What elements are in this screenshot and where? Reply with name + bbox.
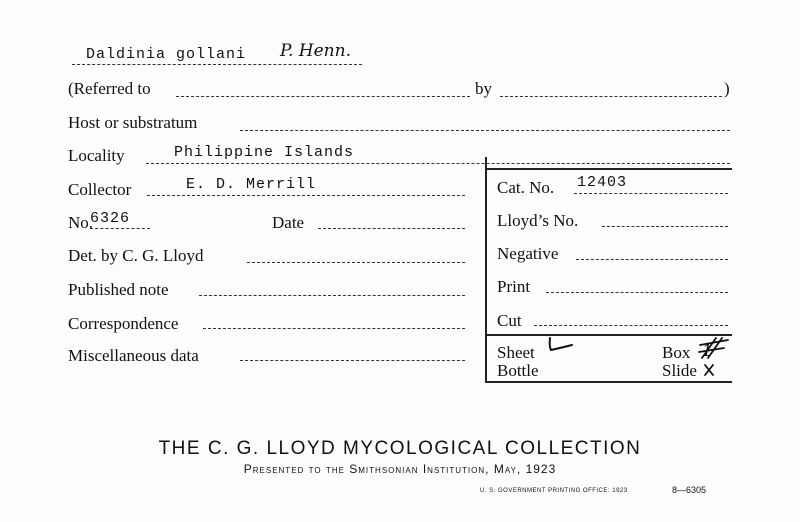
referred-to-line	[176, 96, 470, 97]
species-name-line	[72, 64, 362, 65]
bottle-label: Bottle	[497, 361, 539, 380]
print-label: Print	[497, 277, 531, 296]
right-box-bottom-border	[485, 381, 732, 383]
negative-line	[576, 259, 728, 260]
host-label: Host or substratum	[68, 113, 198, 132]
det-by-line	[247, 262, 465, 263]
number-value: 6326	[90, 210, 131, 227]
cat-no-label: Cat. No.	[497, 178, 555, 197]
lloyds-no-line	[602, 226, 728, 227]
collection-title: THE C. G. LLOYD MYCOLOGICAL COLLECTION	[158, 438, 642, 459]
lloyds-no-label: Lloyd’s No.	[497, 211, 579, 230]
by-label: by	[475, 79, 492, 98]
correspondence-label: Correspondence	[68, 314, 179, 333]
host-line	[240, 130, 730, 131]
misc-data-label: Miscellaneous data	[68, 346, 199, 365]
locality-label: Locality	[68, 146, 125, 165]
locality-line	[146, 163, 730, 164]
cat-no-value: 12403	[577, 174, 628, 191]
printing-office-note: U. S. GOVERNMENT PRINTING OFFICE: 1923	[480, 488, 628, 494]
det-by-label: Det. by C. G. Lloyd	[68, 246, 204, 265]
sheet-label: Sheet	[497, 343, 535, 362]
number-line	[90, 228, 150, 229]
negative-label: Negative	[497, 244, 559, 263]
cut-line	[534, 325, 728, 326]
box-value: 1	[702, 341, 713, 360]
collector-line	[147, 195, 465, 196]
correspondence-line	[203, 328, 465, 329]
right-box-left-border	[485, 157, 487, 381]
published-note-label: Published note	[68, 280, 169, 299]
locality-value: Philippine Islands	[174, 144, 355, 161]
slide-label: Slide	[662, 361, 697, 380]
collector-label: Collector	[68, 180, 132, 199]
box-hash-mark-icon	[694, 336, 734, 362]
collector-value: E. D. Merrill	[186, 176, 317, 193]
right-box-top-border	[485, 168, 732, 170]
misc-data-line	[240, 360, 465, 361]
form-code: 8—6305	[672, 485, 707, 495]
sheet-checkmark-icon	[546, 336, 576, 354]
collection-subtitle: Presented to the Smithsonian Institution, May, 1923	[243, 462, 557, 476]
species-author-handwritten: P. Henn.	[280, 41, 351, 61]
box-label: Box	[662, 343, 691, 362]
referred-to-label: (Referred to	[68, 79, 151, 98]
cut-label: Cut	[497, 311, 522, 330]
number-label: No.	[68, 213, 94, 232]
date-label: Date	[272, 213, 305, 232]
slide-x-mark-icon	[702, 362, 716, 378]
cat-no-line	[574, 193, 728, 194]
published-note-line	[199, 295, 465, 296]
by-line	[500, 96, 722, 97]
species-name: Daldinia gollani	[86, 46, 247, 63]
date-line	[318, 228, 465, 229]
print-line	[546, 292, 728, 293]
close-paren: )	[724, 79, 730, 98]
